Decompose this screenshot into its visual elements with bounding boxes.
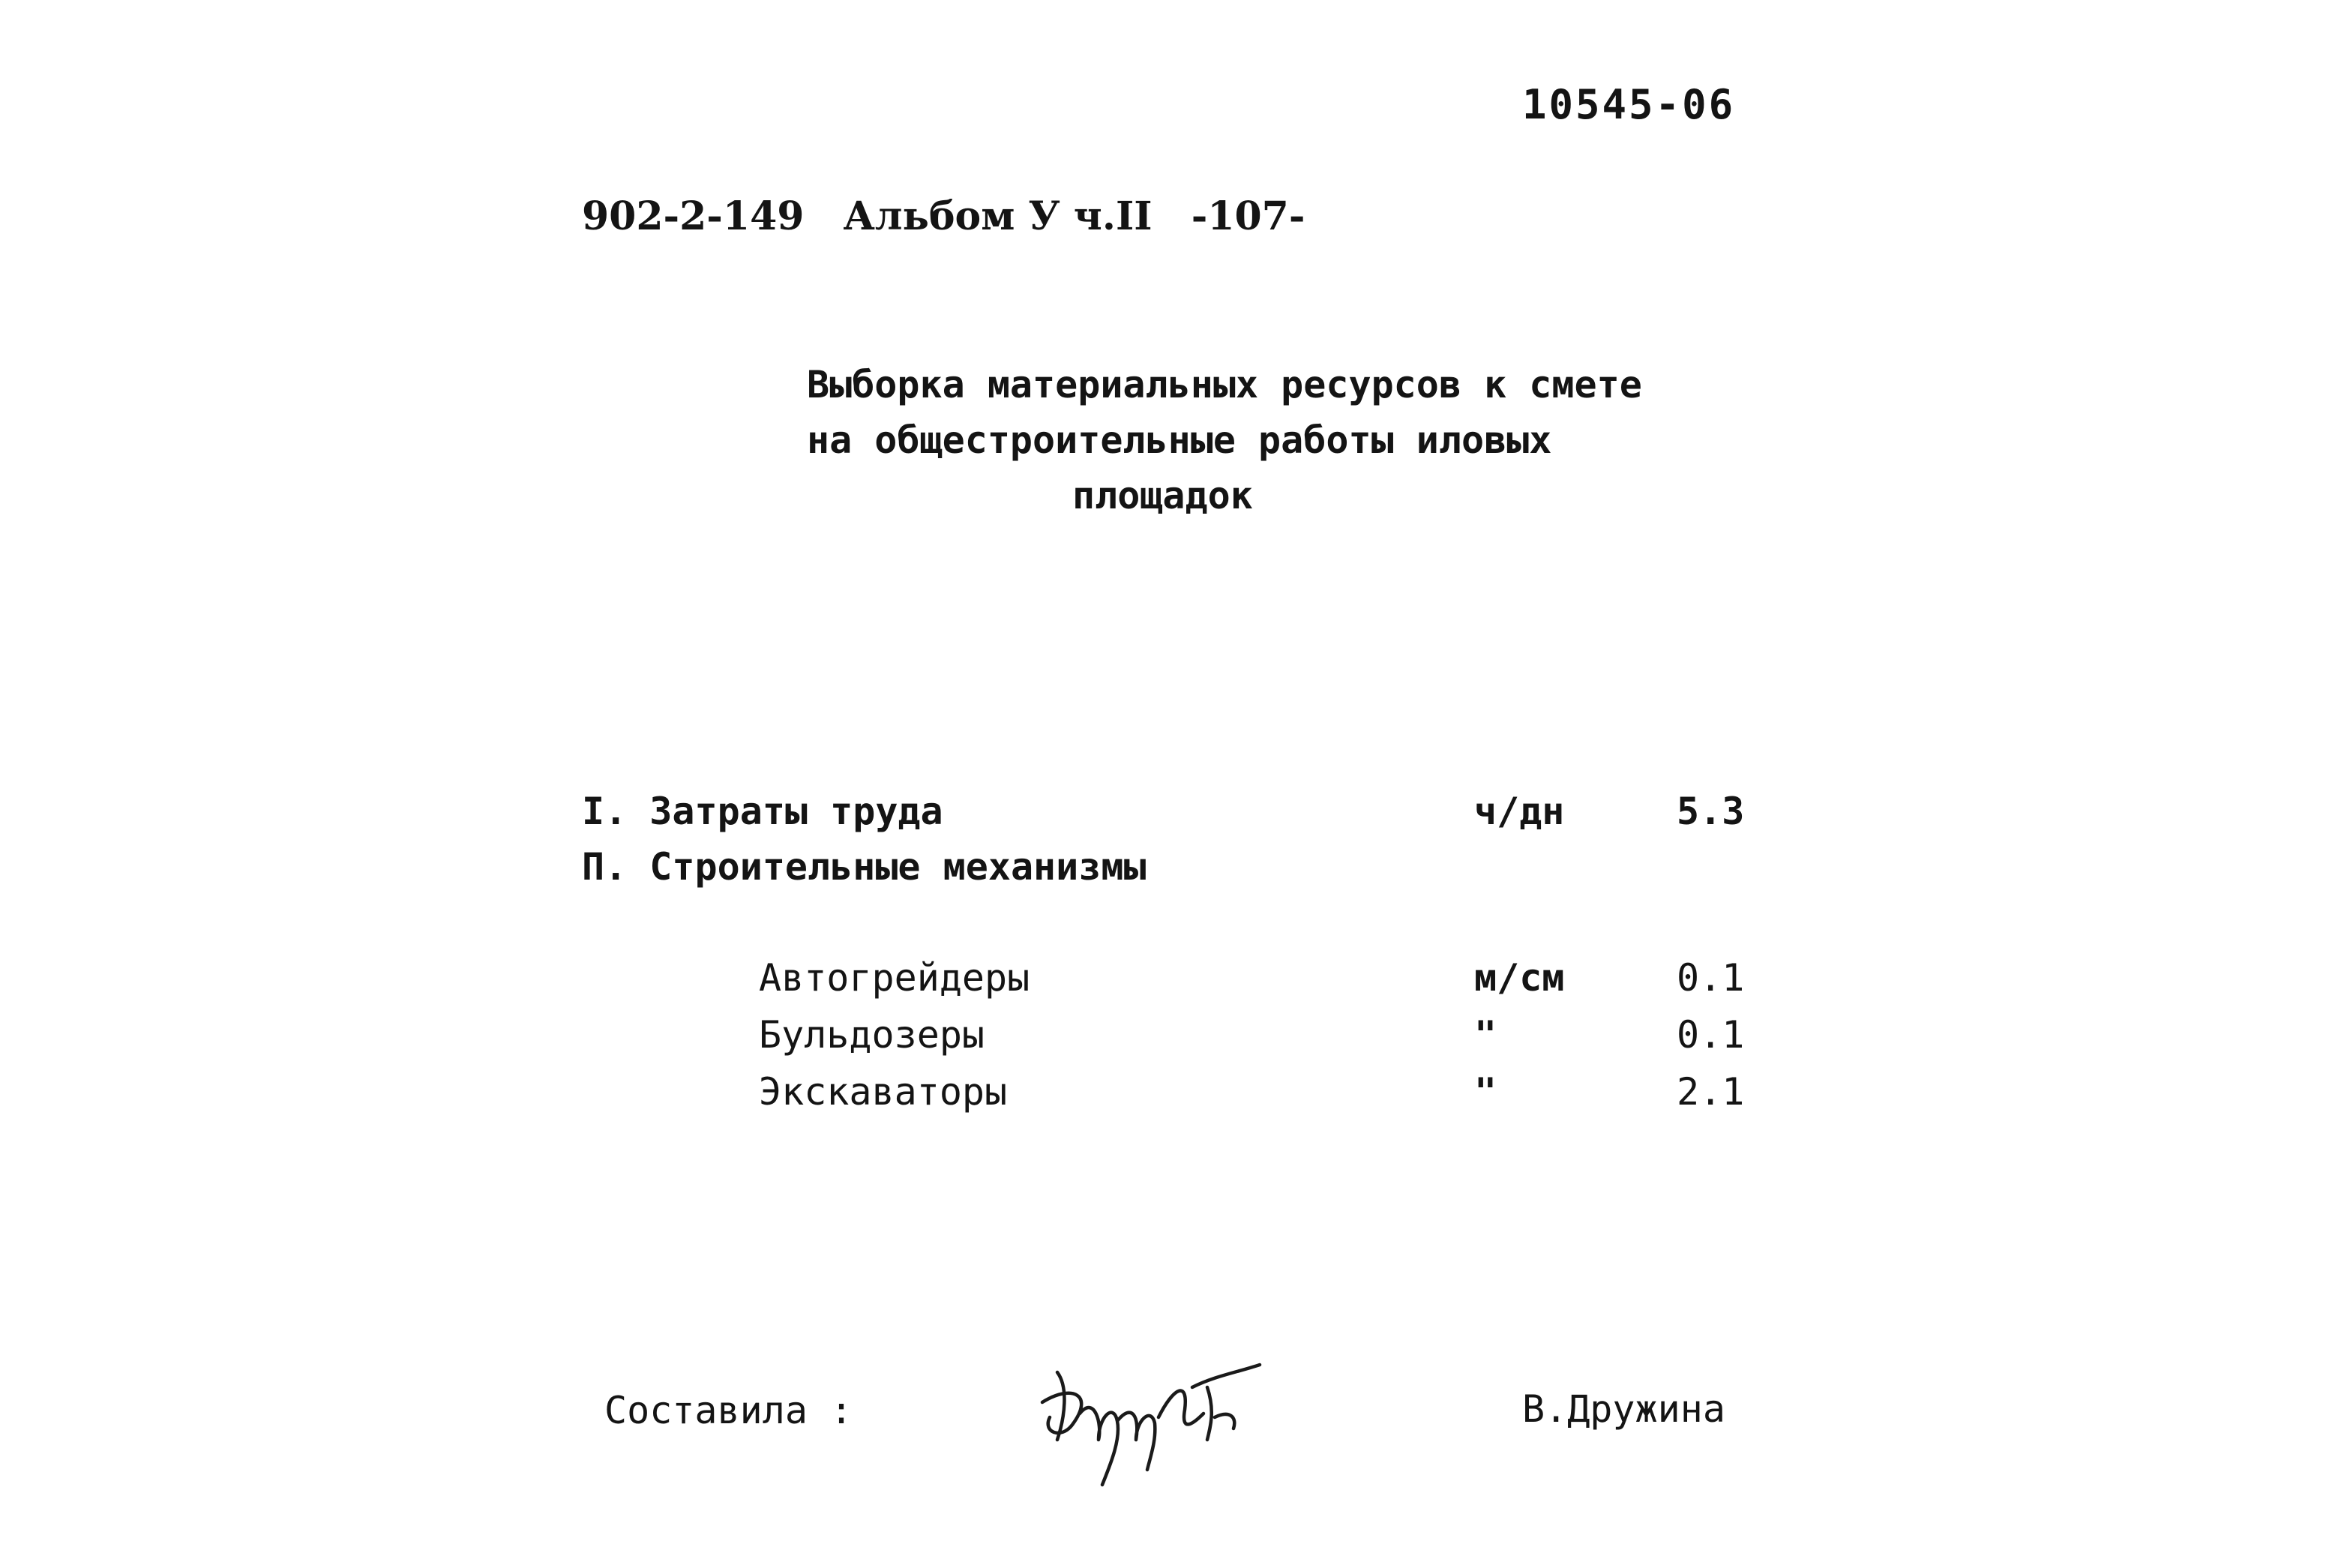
title-line-2: на общестроительные работы иловых	[807, 418, 1552, 462]
item-value: 0.1	[1677, 956, 1745, 1000]
section-value: 5.3	[1677, 790, 1745, 833]
signature-stroke	[1042, 1365, 1260, 1485]
title-line-1: Выборка материальных ресурсов к смете	[807, 363, 1642, 406]
item-label: Бульдозеры	[759, 1013, 985, 1057]
item-value: 0.1	[1677, 1013, 1745, 1057]
item-unit: "	[1474, 1070, 1497, 1114]
item-unit: м/см	[1474, 956, 1565, 1000]
project-code: 902-2-149	[582, 193, 805, 239]
compiled-by-label: Составила :	[604, 1389, 853, 1432]
signature	[1027, 1342, 1275, 1492]
title-line-3: площадок	[1072, 474, 1253, 517]
section-label: П. Строительные механизмы	[582, 845, 1147, 889]
section-unit: ч/дн	[1474, 790, 1565, 833]
document-header	[582, 193, 1330, 239]
item-label: Автогрейдеры	[759, 956, 1030, 1000]
item-unit: "	[1474, 1013, 1497, 1057]
document-title	[807, 357, 1642, 523]
item-label: Экскаваторы	[759, 1070, 1008, 1114]
page-number: -107-	[1191, 193, 1305, 239]
section-label: I. Затраты труда	[582, 790, 943, 833]
document-number: 10545-06	[1522, 81, 1736, 128]
album-reference: Альбом У ч.II	[843, 193, 1153, 239]
signer-name: В.Дружина	[1522, 1387, 1725, 1431]
item-value: 2.1	[1677, 1070, 1745, 1114]
